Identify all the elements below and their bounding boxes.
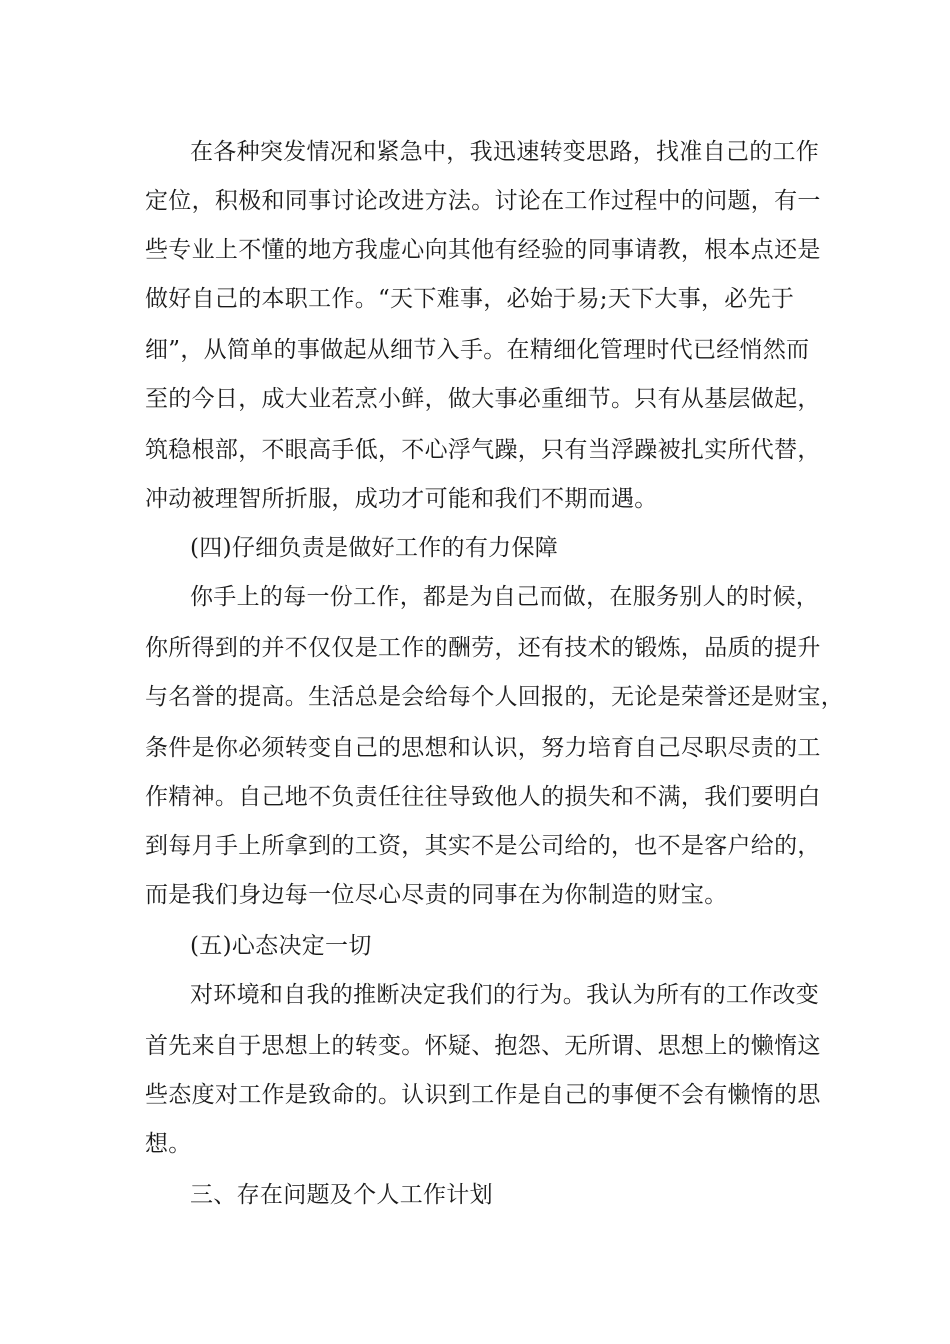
paragraph-line: 想。 [145, 1131, 192, 1157]
paragraph-line: 定位，积极和同事讨论改进方法。讨论在工作过程中的问题，有一 [145, 188, 821, 214]
paragraph-line: 些专业上不懂的地方我虚心向其他有经验的同事请教，根本点还是 [145, 237, 821, 263]
section-heading: (四)仔细负责是做好工作的有力保障 [190, 535, 559, 561]
section-heading: (五)心态决定一切 [190, 933, 372, 959]
paragraph-line: 冲动被理智所折服，成功才可能和我们不期而遇。 [145, 486, 658, 512]
paragraph-line: 首先来自于思想上的转变。怀疑、抱怨、无所谓、思想上的懒惰这 [145, 1033, 821, 1059]
paragraph-line: 至的今日，成大业若烹小鲜，做大事必重细节。只有从基层做起， [145, 386, 821, 412]
paragraph-line: 做好自己的本职工作。“天下难事，必始于易;天下大事，必先于 [145, 286, 795, 312]
chapter-heading: 三、存在问题及个人工作计划 [190, 1182, 493, 1208]
paragraph-line: 与名誉的提高。生活总是会给每个人回报的，无论是荣誉还是财宝， [145, 684, 844, 710]
paragraph-line: 而是我们身边每一位尽心尽责的同事在为你制造的财宝。 [145, 882, 728, 908]
paragraph-line: 你手上的每一份工作，都是为自己而做，在服务别人的时候， [190, 584, 820, 610]
paragraph-line: 对环境和自我的推断决定我们的行为。我认为所有的工作改变 [190, 982, 820, 1008]
paragraph-line: 到每月手上所拿到的工资，其实不是公司给的，也不是客户给的， [145, 833, 821, 859]
paragraph-line: 筑稳根部，不眼高手低，不心浮气躁，只有当浮躁被扎实所代替， [145, 437, 821, 463]
paragraph-line: 细”，从简单的事做起从细节入手。在精细化管理时代已经悄然而 [145, 337, 810, 363]
paragraph-line: 你所得到的并不仅仅是工作的酬劳，还有技术的锻炼，品质的提升 [145, 635, 821, 661]
paragraph-line: 条件是你必须转变自己的思想和认识，努力培育自己尽职尽责的工 [145, 735, 821, 761]
paragraph-line: 些态度对工作是致命的。认识到工作是自己的事便不会有懒惰的思 [145, 1082, 821, 1108]
paragraph-line: 在各种突发情况和紧急中，我迅速转变思路，找准自己的工作 [190, 139, 820, 165]
paragraph-line: 作精神。自己地不负责任往往导致他人的损失和不满，我们要明白 [145, 784, 821, 810]
